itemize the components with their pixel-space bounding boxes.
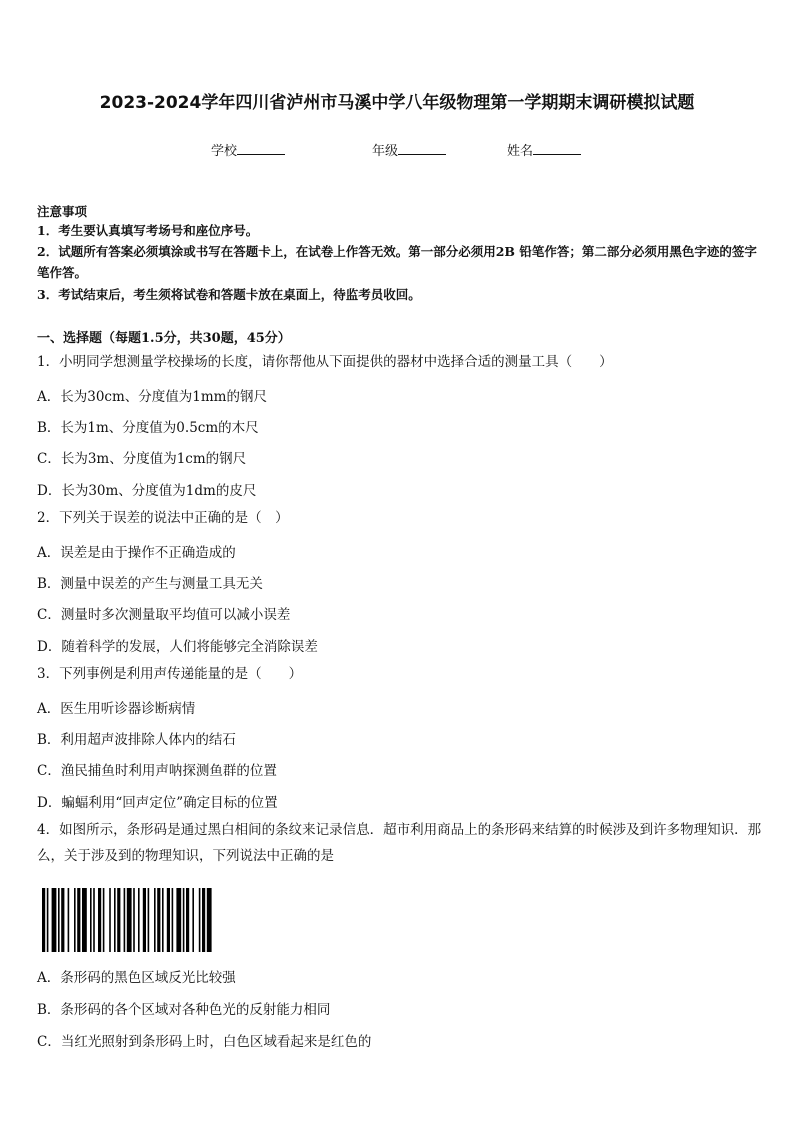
name-label: 姓名 — [507, 144, 534, 159]
question-option: D．随着科学的发展，人们将能够完全消除误差 — [37, 639, 318, 655]
question-option: C．当红光照射到条形码上时，白色区域看起来是红色的 — [37, 1034, 372, 1050]
barcode-bar — [90, 888, 92, 952]
barcode-bar — [117, 888, 120, 952]
name-field — [507, 140, 581, 159]
question-option: B．长为1m、分度值为0.5cm的木尺 — [37, 420, 259, 436]
question-option: D．蝙蝠利用“回声定位”确定目标的位置 — [37, 795, 278, 811]
question-stem: 1．小明同学想测量学校操场的长度，请你帮他从下面提供的器材中选择合适的测量工具（ ） — [37, 354, 613, 370]
barcode-bar — [148, 888, 150, 952]
barcode-bar — [154, 888, 156, 952]
barcode-bar — [82, 888, 87, 952]
barcode-bar — [61, 888, 64, 952]
barcode-bar — [98, 888, 101, 952]
notes-heading: 注意事项 — [37, 204, 88, 219]
question-option: C．长为3m、分度值为1cm的钢尺 — [37, 451, 247, 467]
barcode-bar — [183, 888, 185, 952]
barcode-bar — [176, 888, 181, 952]
barcode-bar — [157, 888, 160, 952]
name-blank[interactable] — [533, 143, 581, 155]
barcode-bar — [42, 888, 45, 952]
question-stem: 2．下列关于误差的说法中正确的是（ ） — [37, 510, 289, 526]
barcode-bar — [52, 888, 57, 952]
barcode-bar — [172, 888, 174, 952]
barcode-bar — [58, 888, 60, 952]
barcode-bar — [109, 888, 111, 952]
barcode-bar — [93, 888, 95, 952]
barcode-bar — [114, 888, 116, 952]
barcode-bars — [42, 888, 212, 952]
barcode-bar — [143, 888, 146, 952]
barcode-bar — [47, 888, 49, 952]
note-item: 3．考试结束后，考生须将试卷和答题卡放在桌面上，待监考员收回。 — [37, 287, 421, 302]
question-option: B．测量中误差的产生与测量工具无关 — [37, 576, 263, 592]
barcode-bar — [199, 888, 201, 952]
barcode-bar — [103, 888, 105, 952]
barcode-bar — [192, 888, 194, 952]
barcode-bar — [207, 888, 212, 952]
note-item: 1．考生要认真填写考场号和座位序号。 — [37, 223, 259, 238]
barcode-bar — [186, 888, 189, 952]
question-option: B．条形码的各个区域对各种色光的反射能力相同 — [37, 1002, 331, 1018]
question-stem: 3．下列事例是利用声传递能量的是（ ） — [37, 666, 303, 682]
barcode-bar — [127, 888, 132, 952]
question-option: A．长为30cm、分度值为1mm的钢尺 — [37, 389, 267, 405]
page-title: 2023-2024学年四川省泸州市马溪中学八年级物理第一学期期末调研模拟试题 — [99, 93, 695, 113]
question-option: C．渔民捕鱼时利用声呐探测鱼群的位置 — [37, 763, 277, 779]
grade-label: 年级 — [372, 144, 399, 159]
question-option: C．测量时多次测量取平均值可以减小误差 — [37, 607, 291, 623]
barcode-figure — [42, 884, 212, 954]
barcode-bar — [167, 888, 170, 952]
note-item: 2．试题所有答案必须填涂或书写在答题卡上，在试卷上作答无效。第一部分必须用2B 铅笔作答；第二部分必须用黑色字迹的签字笔作答。 — [37, 244, 757, 280]
school-label: 学校 — [211, 144, 238, 159]
barcode-bar — [68, 888, 70, 952]
barcode-bar — [133, 888, 135, 952]
barcode-bar — [77, 888, 80, 952]
school-blank[interactable] — [237, 143, 285, 155]
section-heading: 一、选择题（每题1.5分，共30题，45分） — [37, 331, 291, 346]
barcode-bar — [202, 888, 205, 952]
question-option: D．长为30m、分度值为1dm的皮尺 — [37, 483, 257, 499]
question-option: A．医生用听诊器诊断病情 — [37, 701, 196, 717]
grade-blank[interactable] — [398, 143, 446, 155]
barcode-bar — [162, 888, 164, 952]
grade-field — [372, 140, 446, 159]
barcode-bar — [74, 888, 76, 952]
barcode-bar — [138, 888, 140, 952]
question-option: A．误差是由于操作不正确造成的 — [37, 545, 236, 561]
question-option: A．条形码的黑色区域反光比较强 — [37, 970, 236, 986]
school-field — [211, 140, 285, 159]
question-option: B．利用超声波排除人体内的结石 — [37, 732, 236, 748]
question-stem: 4．如图所示，条形码是通过黑白相间的条纹来记录信息．超市利用商品上的条形码来结算的时候涉及到许多物理知识．那么，关于涉及到的物理知识，下列说法中正确的是 — [37, 822, 762, 864]
barcode-bar — [124, 888, 126, 952]
